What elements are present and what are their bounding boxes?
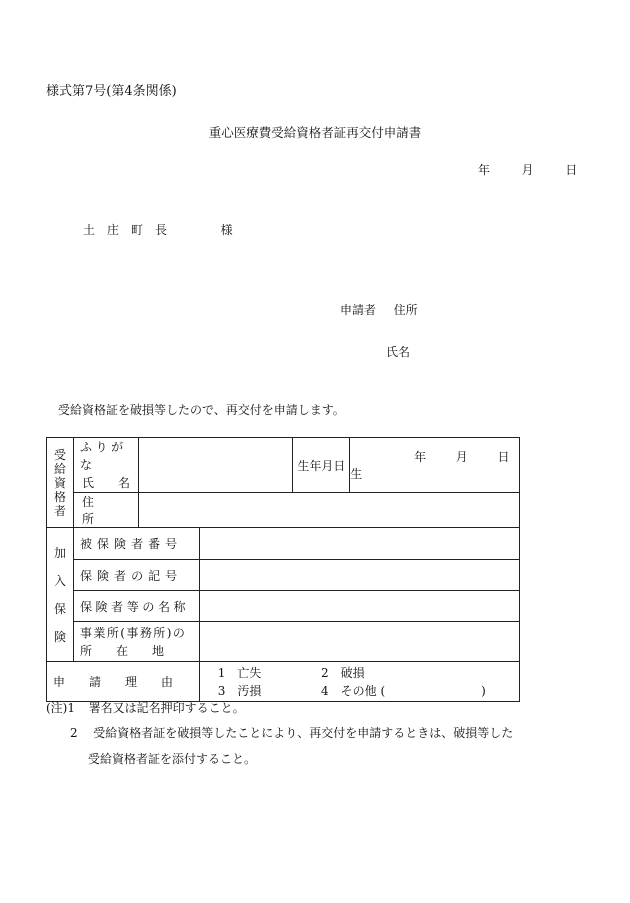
reason-option-2[interactable]: 2 破損	[321, 665, 365, 680]
note-1-text: 署名又は記名押印すること。	[88, 701, 245, 715]
insurer-symbol-label: 保険者の記号	[73, 560, 199, 591]
birthdate-input[interactable]	[350, 438, 520, 493]
address-input[interactable]	[138, 493, 519, 528]
name-input[interactable]	[138, 438, 293, 493]
name-label: 氏 名	[81, 476, 130, 490]
addressee	[83, 221, 233, 238]
birthdate-label: 生年月日	[293, 438, 350, 493]
applicant-address-label: 住所	[393, 303, 418, 317]
application-table	[46, 437, 520, 702]
applicant-name-label: 氏名	[386, 345, 411, 359]
insurer-name-input[interactable]	[199, 591, 519, 622]
reason-row-2	[218, 682, 519, 700]
birth-day-label: 日生	[350, 450, 510, 481]
table-row-insured-number	[47, 528, 520, 560]
reason-option-3[interactable]: 3 汚損	[217, 683, 262, 698]
applicant-role-label: 申請者	[340, 303, 377, 317]
date-year-label: 年	[478, 163, 491, 177]
addressee-name: 土 庄 町 長	[83, 223, 168, 237]
office-label-line1: 事業所(事務所)の	[79, 625, 187, 640]
note-prefix: (注)1	[46, 701, 75, 715]
note-2	[70, 724, 513, 741]
reason-row-1	[218, 664, 519, 682]
document-title: 重心医療費受給資格者証再交付申請書	[208, 125, 422, 140]
table-row-address	[47, 493, 520, 528]
insurance-group-label: 加入保険	[47, 528, 74, 662]
birth-month-label: 月	[455, 450, 468, 464]
insured-number-input[interactable]	[199, 528, 519, 560]
reason-label: 申 請 理 由	[47, 662, 200, 702]
reason-options	[199, 662, 519, 702]
insurer-name-label: 保険者等の名称	[73, 591, 199, 622]
note-1	[46, 699, 245, 716]
table-row-insurer-name	[47, 591, 520, 622]
table-row-insurer-symbol	[47, 560, 520, 591]
address-label: 住 所	[73, 493, 138, 528]
note-2-line1: 受給資格者証を破損等したことにより、再交付を申請するときは、破損等した	[93, 726, 514, 740]
table-row-reason	[47, 662, 520, 702]
applicant-address-line	[340, 301, 418, 318]
note-2-line2: 受給資格者証を添付すること。	[88, 752, 257, 766]
note-2-number: 2	[70, 726, 78, 740]
date-line	[478, 161, 577, 178]
birth-year-label: 年	[414, 450, 427, 464]
furigana-label: ふりがな	[79, 440, 127, 472]
reason-option-4[interactable]: 4 その他 ( )	[321, 683, 486, 698]
furigana-name-cell	[73, 438, 138, 493]
recipient-group-label: 受給資格者	[47, 438, 74, 528]
office-label-cell	[73, 622, 199, 662]
intro-text: 受給資格証を破損等したので、再交付を申請します。	[58, 403, 345, 417]
reason-option-1[interactable]: 1 亡失	[217, 665, 262, 680]
insured-number-label: 被保険者番号	[73, 528, 199, 560]
office-input[interactable]	[199, 622, 519, 662]
addressee-honorific: 様	[220, 223, 233, 237]
office-label-line2: 所 在 地	[79, 643, 164, 658]
insurer-symbol-input[interactable]	[199, 560, 519, 591]
table-row-office	[47, 622, 520, 662]
date-day-label: 日	[565, 163, 578, 177]
table-row-name	[47, 438, 520, 493]
form-number: 様式第7号(第4条関係)	[46, 84, 177, 99]
date-month-label: 月	[521, 163, 534, 177]
